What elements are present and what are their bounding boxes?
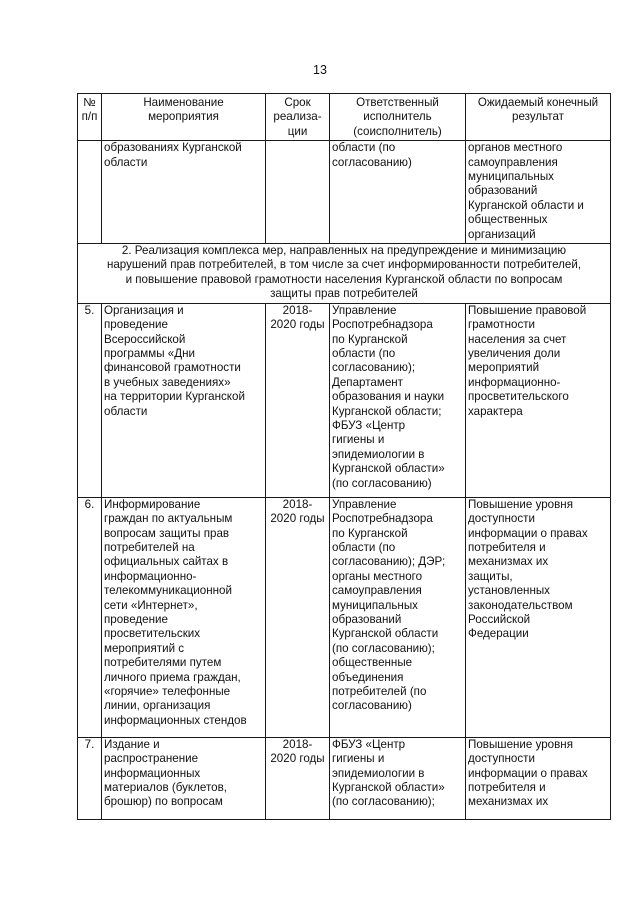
table-header-row xyxy=(78,94,611,141)
cell-name: Организация и проведение Всероссийской программы «Дни финансовой грамотности в учебных заведениях» на территории Курганской области xyxy=(102,303,266,497)
cell-executor: ФБУЗ «Центр гигиены и эпидемиологии в Курганской области» (по согласованию); xyxy=(330,737,466,819)
table-row xyxy=(78,303,611,497)
table-row-continuation xyxy=(78,141,611,244)
cell-result: органов местного самоуправления муниципальных образований Курганской области и общественных организаций xyxy=(466,141,611,244)
header-result: Ожидаемый конечный результат xyxy=(466,94,611,141)
cell-num xyxy=(78,141,102,244)
cell-result: Повышение уровня доступности информации о правах потребителя и механизмах их защиты, установленных законодательством Российской Федерации xyxy=(466,497,611,737)
cell-executor: области (по согласованию) xyxy=(330,141,466,244)
cell-result: Повышение уровня доступности информации о правах потребителя и механизмах их xyxy=(466,737,611,819)
table-row xyxy=(78,737,611,819)
header-executor: Ответственный исполнитель (соисполнитель) xyxy=(330,94,466,141)
cell-result: Повышение правовой грамотности населения за счет увеличения доли мероприятий информационно- просветительского характера xyxy=(466,303,611,497)
section-heading: 2. Реализация комплекса мер, направленных на предупреждение и минимизацию нарушений прав потребителей, в том числе за счет информированности потребителей, и повышение правовой грамотности населения Курганской области по вопросам защиты прав потребителей xyxy=(78,244,611,304)
table-row xyxy=(78,497,611,737)
cell-num: 6. xyxy=(78,497,102,737)
cell-term: 2018- 2020 годы xyxy=(266,737,330,819)
measures-table xyxy=(77,93,611,820)
section-heading-row xyxy=(78,244,611,304)
cell-name: Издание и распространение информационных материалов (буклетов, брошюр) по вопросам xyxy=(102,737,266,819)
header-name: Наименование мероприятия xyxy=(102,94,266,141)
cell-num: 5. xyxy=(78,303,102,497)
page-number: 13 xyxy=(313,63,327,77)
cell-term xyxy=(266,141,330,244)
cell-term: 2018- 2020 годы xyxy=(266,497,330,737)
cell-term: 2018- 2020 годы xyxy=(266,303,330,497)
cell-executor: Управление Роспотребнадзора по Курганской области (по согласованию); Департамент образования и науки Курганской области; ФБУЗ «Центр гигиены и эпидемиологии в Курганской области» (по согласованию) xyxy=(330,303,466,497)
header-term: Срок реализа- ции xyxy=(266,94,330,141)
header-num: № п/п xyxy=(78,94,102,141)
cell-executor: Управление Роспотребнадзора по Курганской области (по согласованию); ДЭР; органы местного самоуправления муниципальных образований Курганской области (по согласованию); общественные объединения потребителей (по согласованию) xyxy=(330,497,466,737)
cell-num: 7. xyxy=(78,737,102,819)
cell-name: Информирование граждан по актуальным вопросам защиты прав потребителей на официальных сайтах в информационно- телекоммуникационной сети «Интернет», проведение просветительских мероприятий с потребителями путем личного приема граждан, «горячие» телефонные линии, организация информационных стендов xyxy=(102,497,266,737)
cell-name: образованиях Курганской области xyxy=(102,141,266,244)
